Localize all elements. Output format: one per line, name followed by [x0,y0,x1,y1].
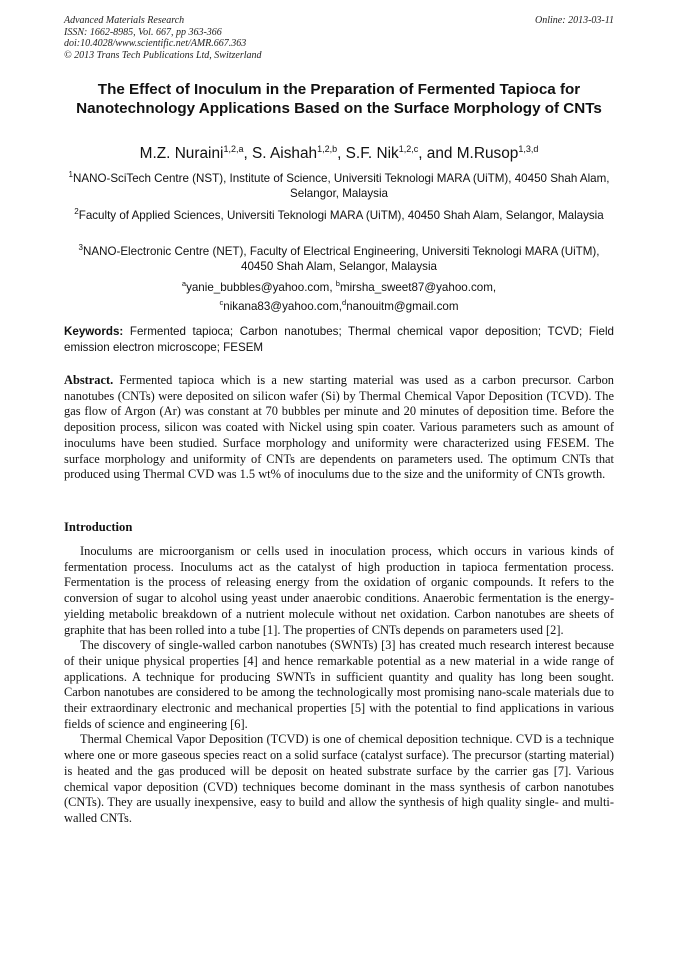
paragraph: Inoculums are microorganism or cells used in inoculation process, which occurs in various kinds of fermentation process. Inoculums act as the catalyst of high production in tapioca fermentation process. Fermentation is the process of releasing energy from the oxidation of organic compounds. It refers to the conversion of sugar to alcohol using yeast under anaerobic conditions. Anaerobic fermentation is the energy-yielding metabolic breakdown of a nutrient molecule without net oxidation. Carbon nanotubes are sheets of graphite that has been rolled into a tube [1]. The properties of CNTs depends on parameters used [2]. [64,544,614,637]
email-link[interactable]: nikana83@yahoo.com [223,299,339,313]
email-ref: c [219,297,224,307]
email-ref: a [181,279,187,288]
email-line-2: $^c$nikana83@yahoo.com,$^d$nanouitm@gmail.com [219,297,459,313]
email-link[interactable]: nanouitm@gmail.com [346,299,459,313]
author-name: M.Rusop [456,145,519,163]
email-link[interactable]: yanie_bubbles@yahoo.com [186,280,330,294]
author-affil-ref: 1,2,c [398,144,419,154]
author-separator: , [243,145,253,163]
abstract [64,373,614,483]
author-name: M.Z. Nuraini [139,145,224,163]
section-heading-introduction: Introduction [64,520,133,534]
keywords-text: Fermented tapioca; Carbon nanotubes; Thermal chemical vapor deposition; TCVD; Field emission electron microscope; FESEM [64,325,614,354]
journal-copyright: © 2013 Trans Tech Publications Ltd, Switzerland [64,49,262,61]
paragraph: The discovery of single-walled carbon nanotubes (SWNTs) [3] has created much research interest because of their unique physical properties [4] and hence remarkable potential as a new material in a wide range of applications. A technique for producing SWNTs in sufficient quantity and quality has long been sought. Carbon nanotubes are considered to be among the technologically most promising nano-scale materials due to their extraordinary electronic and mechanical properties [5] with the potential to find applications in various fields of science and engineering [6]. [64,638,614,731]
abstract-label: Abstract. [64,373,114,387]
email-list [64,276,614,314]
author-list [64,139,614,164]
author-separator: , [337,145,346,163]
journal-doi: doi:10.4028/www.scientific.net/AMR.667.363 [64,38,247,50]
abstract-text: Fermented tapioca which is a new starting material was used as a carbon precursor. Carbon nanotubes (CNTs) were deposited on silicon wafer (Si) by Thermal Chemical Vapor Deposition (TCVD). The gas flow of Argon (Ar) was constant at 70 bubbles per minute and 20 minutes of deposition time. Before the deposition process, silicon was coated with Nickel using spin coater. Various parameters such as amount of inoculums have been studied. Surface morphology and uniformity were characterized using FESEM. The surface morphology and uniformity of CNTs are dependents on parameters used. The optimum CNTs that produced using Thermal CVD was 1.5 wt% of inoculums due to the size and the uniformity of CNTs growth. [64,373,614,482]
affiliation-text: NANO-SciTech Centre (NST), Institute of Science, Universiti Teknologi MARA (UiTM), 40450 Shah Alam, Selangor, Malaysia [72,171,610,201]
keywords-label: Keywords: [64,325,124,338]
affiliation-text: Faculty of Applied Sciences, Universiti Teknologi MARA (UiTM), 40450 Shah Alam, Selangor, Malaysia [78,208,604,222]
author-name: S.F. Nik [345,145,399,163]
author-affil-ref: 1,2,b [317,144,338,154]
online-date: Online: 2013-03-11 [535,15,614,26]
paragraph: Thermal Chemical Vapor Deposition (TCVD) is one of chemical deposition technique. CVD is a technique where one or more gaseous species react on a solid surface (catalyst surface). The precursor (starting material) is heated and the gas produced will be deposit on heated substrate surface by the carrier gas [7]. Various chemical vapor deposition (CVD) techniques become dominant in the mass synthesis of carbon nanotubes (CNTs). They are usually inexpensive, easy to build and allow the synthesis of high quality single- and multi-walled CNTs. [64,732,614,825]
journal-name: Advanced Materials Research [64,15,185,26]
email-link[interactable]: mirsha_sweet87@yahoo.com [339,280,493,294]
paper-title: The Effect of Inoculum in the Preparation of Fermented Tapioca for Nanotechnology Applications Based on the Surface Morphology of CNTs [76,81,602,118]
email-ref: b [335,279,340,288]
journal-header [64,15,262,61]
affiliation-2 [64,204,614,223]
author-separator: , and [418,145,457,163]
affiliation-1 [64,167,614,202]
affiliation-text: NANO-Electronic Centre (NET), Faculty of Electrical Engineering, Universiti Teknologi MARA (UiTM), 40450 Shah Alam, Selangor, Malaysia [82,244,600,274]
keywords [64,324,614,356]
affiliation-3 [64,240,614,275]
email-line-1: $^a$yanie_bubbles@yahoo.com, $^b$mirsha_sweet87@yahoo.com, [181,279,497,294]
affiliation-number: 2 [74,207,79,216]
affiliation-number: 3 [78,243,83,252]
author-affil-ref: 1,3,d [518,144,539,154]
author-name: S. Aishah [252,145,318,163]
email-ref: d [342,297,347,307]
introduction-body [64,544,614,827]
author-affil-ref: 1,2,a [223,144,244,154]
journal-issn: ISSN: 1662-8985, Vol. 667, pp 363-366 [64,26,222,38]
affiliation-number: 1 [68,170,73,179]
